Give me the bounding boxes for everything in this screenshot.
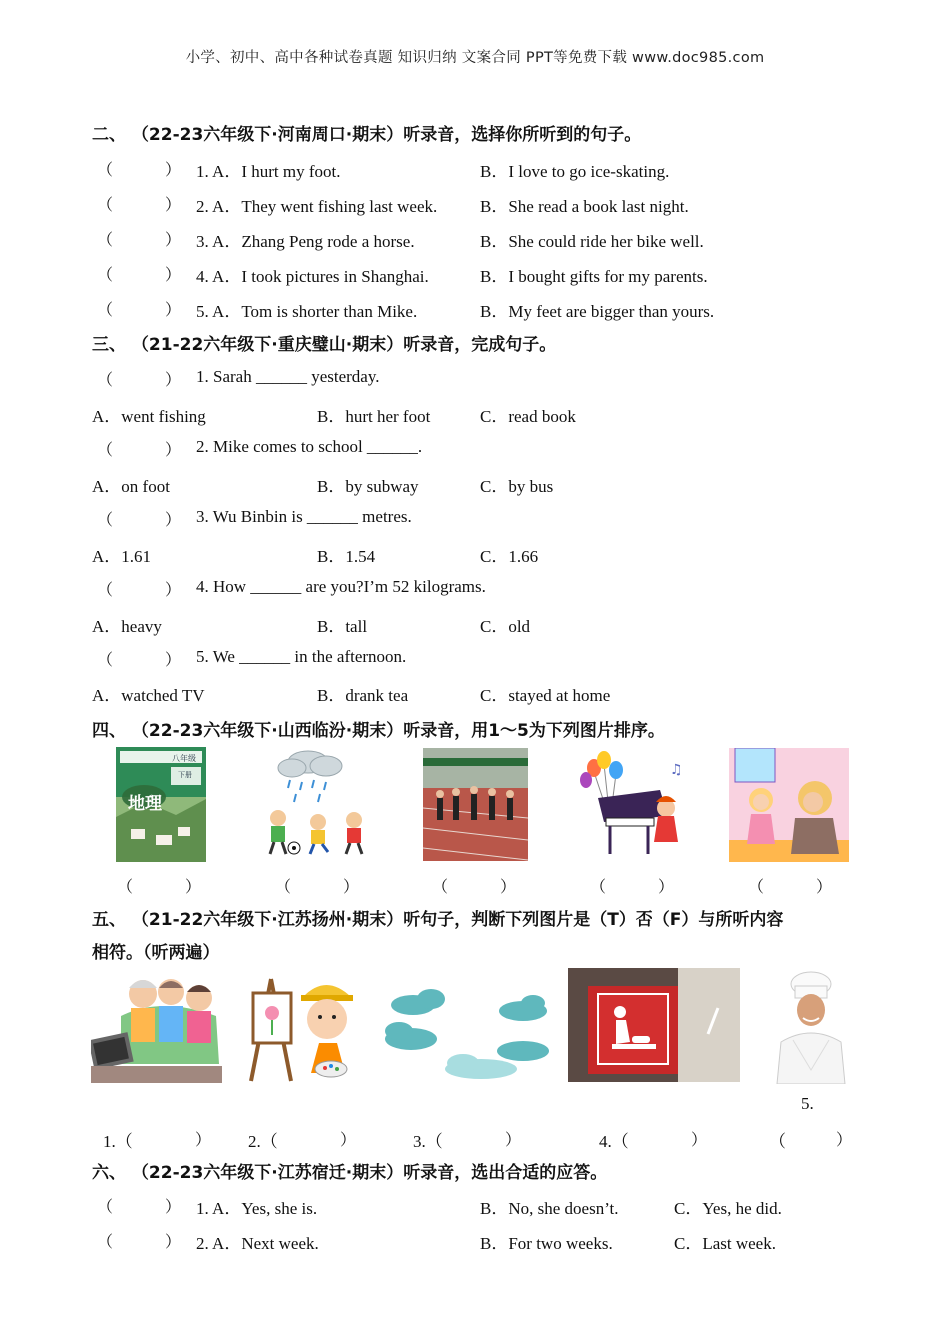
question-option-b: B．She read a book last night.	[480, 197, 689, 216]
option-c: C．stayed at home	[480, 686, 611, 705]
kids-football-rain-image	[258, 748, 376, 860]
option-c: C．by bus	[480, 477, 554, 496]
answer-paren-close: ）	[165, 652, 182, 669]
question-option-b: B．I love to go ice-skating.	[480, 162, 670, 181]
girl-grandparent-image	[729, 748, 849, 862]
option-b: B．hurt her foot	[317, 407, 431, 426]
section-5-title-continued: 相符。（听两遍）	[92, 943, 220, 963]
answer-paren-open: （	[97, 372, 114, 389]
answer-paren-open: （	[97, 512, 114, 529]
page-header: 小学、初中、高中各种试卷真题 知识归纳 文案合同 PPT等免费下载 www.doc985.com	[185, 50, 765, 66]
option-a: A．1.61	[92, 547, 152, 566]
answer-paren-close: ）	[165, 442, 182, 459]
question-option-c: C．Last week.	[674, 1234, 776, 1253]
option-c: C．1.66	[480, 547, 539, 566]
question-option-b: B．I bought gifts for my parents.	[480, 267, 708, 286]
answer-paren-open: （	[97, 302, 114, 319]
question-option-b: B．My feet are bigger than yours.	[480, 302, 715, 321]
answer-paren-open: （	[97, 442, 114, 459]
answer-label: 1.（	[103, 1132, 133, 1151]
answer-paren-close: ）	[165, 1199, 182, 1216]
question-option-a: 2. A．They went fishing last week.	[196, 197, 438, 216]
answer-paren-close: ）	[165, 512, 182, 529]
answer-paren-close: ）	[165, 232, 182, 249]
answer-paren-open: （	[748, 879, 765, 896]
option-c: C．old	[480, 617, 531, 636]
option-c: C．read book	[480, 407, 576, 426]
answer-paren-close: ）	[165, 1234, 182, 1251]
answer-paren-open: （	[117, 879, 134, 896]
answer-paren-close: ）	[165, 197, 182, 214]
answer-paren-close: ）	[500, 879, 517, 896]
option-b: B．1.54	[317, 547, 376, 566]
option-b: B．tall	[317, 617, 368, 636]
girl-piano-image	[580, 750, 688, 860]
answer-label: 2.（	[248, 1132, 278, 1151]
section-2-title: 二、 （22-23六年级下·河南周口·期末）听录音，选择你所听到的句子。	[92, 125, 642, 145]
answer-paren-open: （	[590, 879, 607, 896]
question-text: 3. Wu Binbin is ______ metres.	[196, 507, 412, 526]
question-text: 5. We ______ in the afternoon.	[196, 647, 407, 666]
textbook-title: 地理	[128, 794, 162, 814]
answer-paren-open: （	[97, 582, 114, 599]
moon-clouds-image	[383, 969, 553, 1083]
option-a: A．on foot	[92, 477, 170, 496]
answer-paren-open: （	[97, 232, 114, 249]
answer-paren-open: （	[97, 1199, 114, 1216]
answer-paren-close: ）	[165, 162, 182, 179]
question-option-b: B．She could ride her bike well.	[480, 232, 704, 251]
answer-label: 4.（	[599, 1132, 629, 1151]
question-option-b: B．No, she doesn’t.	[480, 1199, 619, 1218]
textbook-grade-label: 八年级	[172, 754, 196, 763]
question-text: 1. Sarah ______ yesterday.	[196, 367, 380, 386]
question-option-a: 3. A．Zhang Peng rode a horse.	[196, 232, 415, 251]
answer-paren-open: （	[97, 197, 114, 214]
answer-paren-close: ）	[165, 302, 182, 319]
question-option-c: C．Yes, he did.	[674, 1199, 782, 1218]
question-option-a: 2. A．Next week.	[196, 1234, 319, 1253]
question-option-a: 1. A．I hurt my foot.	[196, 162, 341, 181]
section-3-title: 三、 （21-22六年级下·重庆璧山·期末）听录音，完成句子。	[92, 335, 557, 355]
question-option-a: 1. A．Yes, she is.	[196, 1199, 318, 1218]
answer-paren-close: ）	[340, 1132, 357, 1149]
running-race-image	[423, 748, 528, 861]
family-watching-tv-image	[91, 966, 222, 1083]
answer-label: （	[769, 1132, 786, 1151]
answer-paren-close: ）	[343, 879, 360, 896]
answer-paren-close: ）	[165, 267, 182, 284]
answer-paren-close: ）	[195, 1132, 212, 1149]
option-a: A．went fishing	[92, 407, 206, 426]
textbook-image	[116, 747, 206, 862]
question-option-a: 4. A．I took pictures in Shanghai.	[196, 267, 429, 286]
question-option-b: B．For two weeks.	[480, 1234, 613, 1253]
option-a: A．watched TV	[92, 686, 205, 705]
answer-paren-open: （	[97, 162, 114, 179]
answer-paren-close: ）	[691, 1132, 708, 1149]
option-b: B．drank tea	[317, 686, 409, 705]
boy-painting-image	[241, 969, 362, 1084]
svg-text:♫: ♫	[670, 762, 683, 778]
section-5-title: 五、 （21-22六年级下·江苏扬州·期末）听句子，判断下列图片是（T）否（F）与所听内容	[92, 910, 784, 930]
answer-paren-open: （	[97, 652, 114, 669]
answer-paren-close: ）	[816, 879, 833, 896]
section-4-title: 四、 （22-23六年级下·山西临汾·期末）听录音，用1～5为下列图片排序。	[92, 721, 665, 741]
answer-label: 3.（	[413, 1132, 443, 1151]
answer-paren-open: （	[97, 267, 114, 284]
answer-paren-close: ）	[165, 582, 182, 599]
answer-paren-close: ）	[185, 879, 202, 896]
question-text: 2. Mike comes to school ______.	[196, 437, 423, 456]
textbook-volume-label: 下册	[178, 771, 192, 779]
answer-paren-close: ）	[658, 879, 675, 896]
baby-changing-sign-image	[568, 968, 740, 1082]
answer-paren-open: （	[275, 879, 292, 896]
section-6-title: 六、 （22-23六年级下·江苏宿迁·期末）听录音，选出合适的应答。	[92, 1163, 608, 1183]
option-b: B．by subway	[317, 477, 419, 496]
answer-paren-open: （	[432, 879, 449, 896]
picture-number-5: 5.	[801, 1094, 814, 1113]
answer-paren-close: ）	[836, 1132, 853, 1149]
answer-paren-close: ）	[505, 1132, 522, 1149]
answer-paren-open: （	[97, 1234, 114, 1251]
question-text: 4. How ______ are you?I’m 52 kilograms.	[196, 577, 486, 596]
question-option-a: 5. A．Tom is shorter than Mike.	[196, 302, 418, 321]
chef-image	[773, 970, 848, 1084]
answer-paren-close: ）	[165, 372, 182, 389]
option-a: A．heavy	[92, 617, 162, 636]
